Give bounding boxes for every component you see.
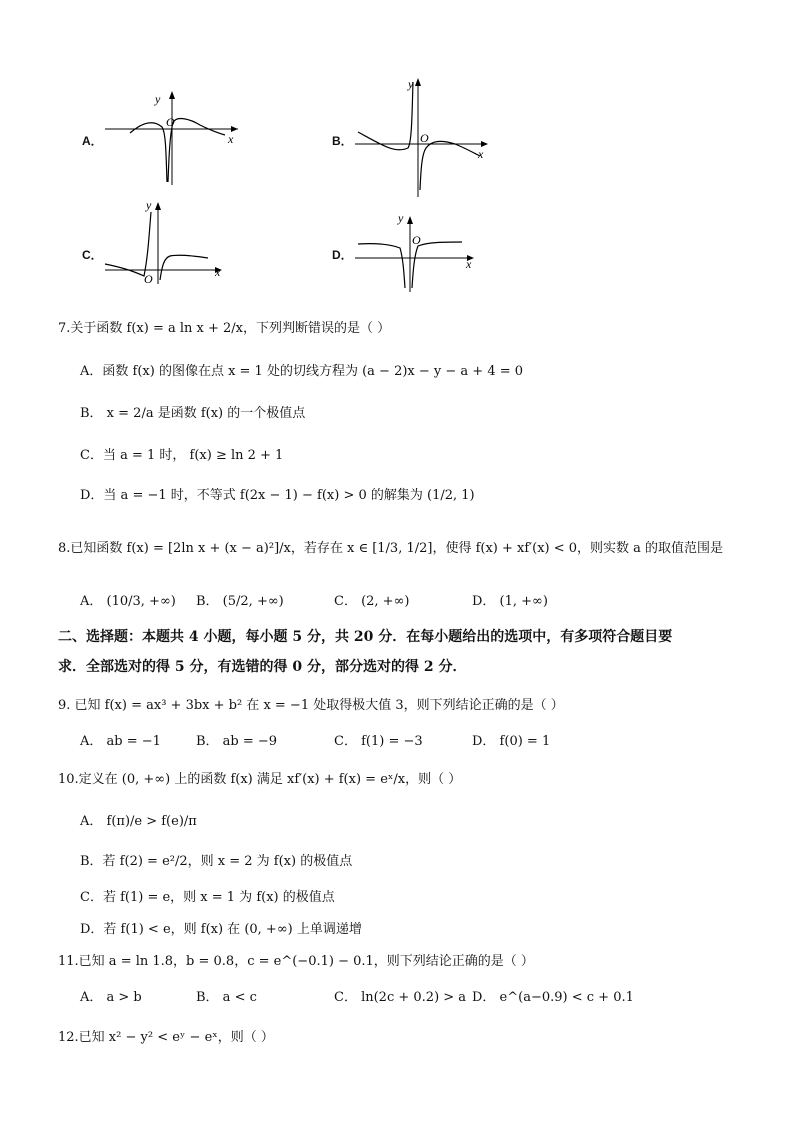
q11-option-a[interactable]: A． a > b [80,990,142,1005]
section-2-heading-line1: 二、选择题：本题共 4 小题，每小题 5 分，共 20 分．在每小题给出的选项中，有多项符合题目要 [58,629,673,645]
axis-origin-label: O [412,233,421,247]
graph-c [100,196,230,286]
q10-option-b[interactable]: B．若 f(2) = e²/2，则 x = 2 为 f(x) 的极值点 [80,854,353,869]
q10-option-c[interactable]: C．若 f(1) = e，则 x = 1 为 f(x) 的极值点 [80,890,335,905]
graph-label-b: B． [332,134,353,148]
q7-option-b[interactable]: B． x = 2/a 是函数 f(x) 的一个极值点 [80,406,306,421]
axis-y-label: y [398,211,404,225]
q7-option-a[interactable]: A．函数 f(x) 的图像在点 x = 1 处的切线方程为 (a − 2)x − y − a + 4 = 0 [80,364,524,379]
q8-stem: 8.已知函数 f(x) = [2ln x + (x − a)²]/x，若存在 x ∈ [1/3, 1/2]，使得 f(x) + xf′(x) < 0，则实数 a 的取值范围是 [58,541,724,556]
q8-option-b[interactable]: B． (5/2, +∞) [196,594,284,609]
q8-option-d[interactable]: D． (1, +∞) [472,594,548,609]
graph-label-c: C． [82,248,103,262]
q11-stem: 11.已知 a = ln 1.8，b = 0.8，c = e^(−0.1) − 0.1，则下列结论正确的是（ ） [58,954,534,969]
q9-stem: 9. 已知 f(x) = ax³ + 3bx + b² 在 x = −1 处取得极大值 3，则下列结论正确的是（ ） [58,698,564,713]
graph-label-a: A． [82,134,103,148]
axis-x-label: x [228,132,234,146]
q9-option-d[interactable]: D． f(0) = 1 [472,734,551,749]
q11-option-b[interactable]: B． a < c [196,990,257,1005]
section-2-heading-line2: 求．全部选对的得 5 分，有选错的得 0 分，部分选对的得 2 分． [58,659,467,675]
q11-option-d[interactable]: D． e^(a−0.9) < c + 0.1 [472,990,634,1005]
q7-stem: 7.关于函数 f(x) = a ln x + 2/x，下列判断错误的是（ ） [58,321,391,336]
q9-option-a[interactable]: A． ab = −1 [80,734,161,749]
axis-origin-label: O [166,115,175,129]
q12-stem: 12.已知 x² − y² < eʸ − eˣ，则（ ） [58,1030,274,1045]
axis-x-label: x [466,257,472,271]
q9-option-c[interactable]: C． f(1) = −3 [334,734,423,749]
graph-label-d: D． [332,248,353,262]
q7-option-c[interactable]: C．当 a = 1 时， f(x) ≥ ln 2 + 1 [80,448,284,463]
axis-x-label: x [478,147,484,161]
q9-option-b[interactable]: B． ab = −9 [196,734,278,749]
graph-d [350,208,480,296]
axis-y-label: y [408,77,414,91]
q11-option-c[interactable]: C． ln(2c + 0.2) > a [334,990,467,1005]
q7-option-d[interactable]: D．当 a = −1 时，不等式 f(2x − 1) − f(x) > 0 的解集为 (1/2, 1) [80,488,475,503]
q8-option-a[interactable]: A． (10/3, +∞) [80,594,176,609]
axis-origin-label: O [420,131,429,145]
axis-origin-label: O [144,272,153,286]
q10-option-d[interactable]: D．若 f(1) < e，则 f(x) 在 (0, +∞) 上单调递增 [80,922,362,937]
axis-y-label: y [155,92,161,106]
q8-option-c[interactable]: C． (2, +∞) [334,594,410,609]
graph-a [100,85,250,190]
graph-b [350,72,500,200]
q10-stem: 10.定义在 (0, +∞) 上的函数 f(x) 满足 xf′(x) + f(x) = eˣ/x，则（ ） [58,772,462,787]
q10-option-a[interactable]: A． f(π)/e > f(e)/π [80,814,197,829]
axis-x-label: x [215,265,221,279]
axis-y-label: y [146,198,152,212]
